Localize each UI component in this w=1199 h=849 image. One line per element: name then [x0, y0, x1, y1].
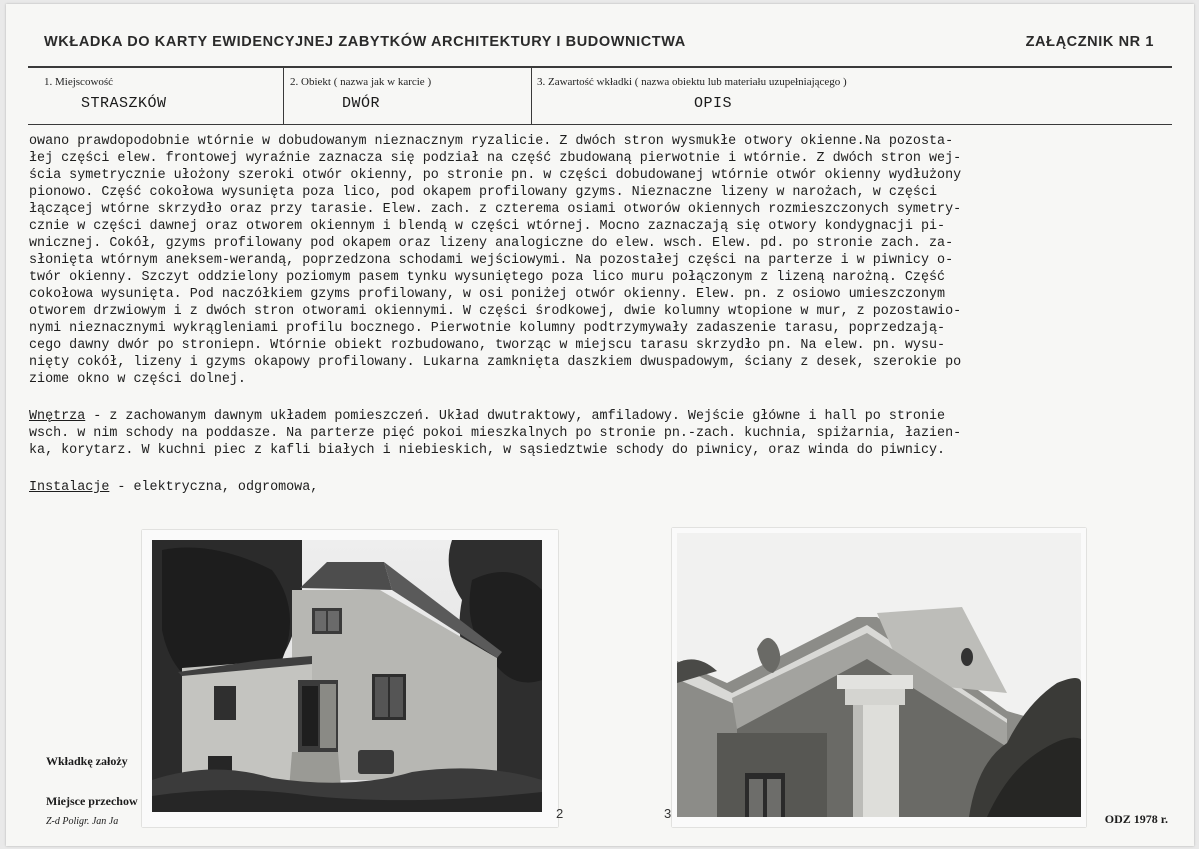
interior-text: - z zachowanym dawnym układem pomieszczeń. Układ dwutraktowy, amfiladowy. Wejście główne i hall po stronie: [85, 409, 946, 424]
interior-line: [29, 409, 945, 426]
description-line: cznie w części dawnej oraz otworem okiennym i blendą w części wtórnej. Mocno zaznaczają się otwory kondygnacji pi-: [29, 219, 946, 234]
description-line: słonięta wtórnym aneksem-werandą, poprzedzona schodami wejściowymi. Na pozostałej części na parterze i w piwnicy o-: [29, 253, 954, 268]
label-storage-place: Miejsce przechow: [46, 794, 138, 808]
description-line: ścia symetrycznie ułożony szeroki otwór okienny, po stronie pn. w części dobudowanej wtórnie otwór okienny wydłużony: [29, 168, 962, 183]
annex-number: ZAŁĄCZNIK NR 1: [1025, 34, 1154, 50]
photo-number-2: 2: [556, 806, 564, 821]
document-page: [6, 4, 1194, 846]
interior-heading: Wnętrza: [29, 409, 86, 424]
field-divider-2: [531, 67, 532, 125]
label-created-by: Wkładkę założy: [46, 754, 128, 768]
odz-mark: ODZ 1978 r.: [1104, 812, 1168, 826]
description-line: nymi nieznacznymi wykrągleniami profilu bocznego. Pierwotnie kolumny podtrzymywały zadaszenie tarasu, poprzedzają-: [29, 321, 946, 336]
description-line: łej części elew. frontowej wyraźnie zaznacza się podział na część zbudowaną pierwotnie i wtórnie. Z dwóch stron wej-: [29, 151, 962, 166]
top-rule: [28, 66, 1172, 68]
field-value-locality: STRASZKÓW: [81, 95, 167, 112]
installations-heading: Instalacje: [29, 480, 110, 495]
interior-line: wsch. w nim schody na poddasze. Na parterze pięć pokoi mieszkalnych po stronie pn.-zach. kuchnia, spiżarnia, łazien-: [29, 426, 962, 441]
description-line: pionowo. Część cokołowa wysunięta poza lico, pod okapem profilowany gzyms. Nieznaczne lizeny w narożach, w części: [29, 185, 938, 200]
photo-number-3: 3: [664, 806, 672, 821]
description-line: nięty cokół, lizeny i gzyms okapowy profilowany. Lukarna zamknięta daszkiem dwuspadowym, ściany z desek, szerokie po: [29, 355, 962, 370]
field-divider-1: [283, 67, 284, 125]
interior-line: ka, korytarz. W kuchni piec z kafli białych i niebieskich, w sąsiedztwie schody do piwnicy, oraz winda do piwnicy.: [29, 443, 946, 458]
photo-portico-detail: [664, 528, 1086, 827]
form-title: WKŁADKA DO KARTY EWIDENCYJNEJ ZABYTKÓW ARCHITEKTURY I BUDOWNICTWA: [44, 34, 686, 50]
field-value-object: DWÓR: [342, 95, 381, 112]
printer-imprint: Z-d Poligr. Jan Ja: [46, 816, 119, 827]
description-line: cego dawny dwór po stroniepn. Wtórnie obiekt rozbudowano, tworząc w miejscu tarasu skrzydło pn. Na elew. pn. wysu-: [29, 338, 946, 353]
description-line: otworem drzwiowym i z dwóch stron otworami okiennymi. W części środkowej, dwie kolumny wtopione w mur, z pozostawio-: [29, 304, 962, 319]
portico-photograph: [677, 533, 1081, 817]
house-photograph: [152, 540, 542, 812]
description-line: łączącej wtórne skrzydło oraz przy tarasie. Elew. zach. z czterema osiami otworów okiennych rozmieszczonych symetry-: [29, 202, 962, 217]
installations-line: [29, 480, 318, 497]
field-label-locality: 1. Miejscowość: [44, 76, 114, 88]
field-value-content: OPIS: [694, 95, 733, 112]
description-line: wnicznej. Cokół, gzyms profilowany pod okapem oraz lizeny analogiczne do elew. wsch. Elew. pd. po stronie zach. za-: [29, 236, 954, 251]
description-line: twór okienny. Szczyt oddzielony poziomym pasem tynku wysuniętego poza lico muru połączonym z lizeną narożną. Część: [29, 270, 946, 285]
photo-house-exterior: [142, 530, 564, 827]
description-line: owano prawdopodobnie wtórnie w dobudowanym nieznacznym ryzalicie. Z dwóch stron wysmukłe otwory okienne.Na pozosta-: [29, 134, 954, 149]
field-row-rule: [28, 124, 1172, 125]
description-line: ziome okno w części dolnej.: [29, 372, 246, 387]
description-line: cokołowa wysunięta. Pod naczółkiem gzyms profilowany, w osi poniżej otwór okienny. Elew. pn. z osiowo umieszczonym: [29, 287, 946, 302]
field-label-object: 2. Obiekt ( nazwa jak w karcie ): [290, 76, 432, 88]
field-label-content: 3. Zawartość wkładki ( nazwa obiektu lub materiału uzupełniającego ): [537, 76, 847, 88]
installations-text: - elektryczna, odgromowa,: [109, 480, 319, 495]
